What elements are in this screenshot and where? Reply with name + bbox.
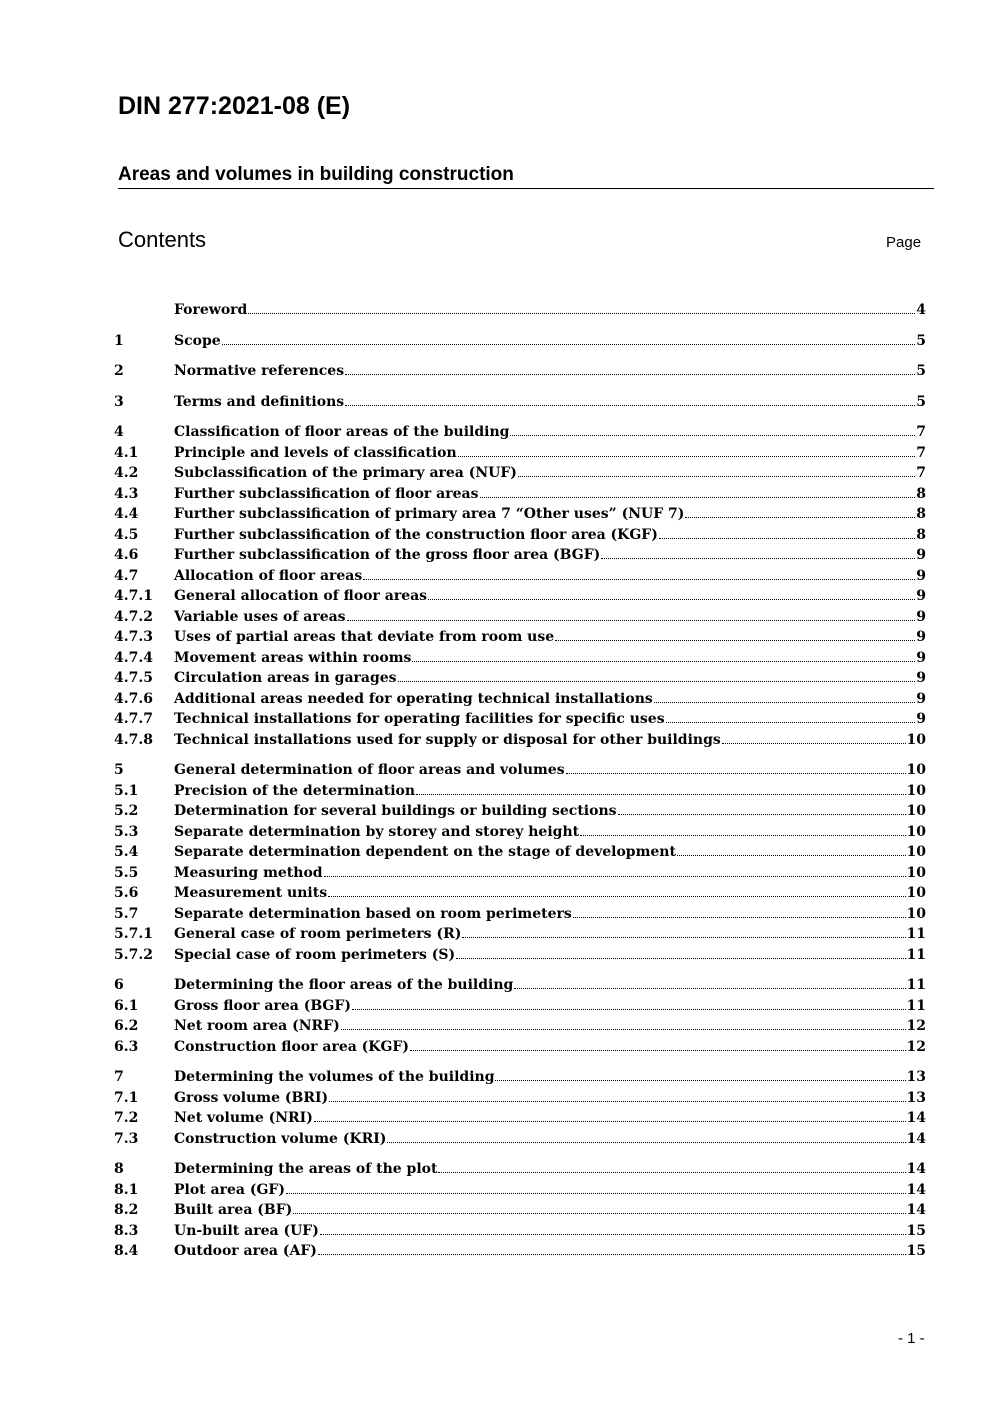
toc-entry-number: 5.5 <box>114 864 139 881</box>
toc-entry[interactable] <box>114 504 926 525</box>
toc-entry-number: 7.3 <box>114 1130 139 1147</box>
toc-entry-number: 6.1 <box>114 997 139 1014</box>
toc-entry-title: General determination of floor areas and volumes <box>174 762 565 778</box>
toc-entry[interactable] <box>114 1129 926 1150</box>
toc-entry-title: Construction floor area (KGF) <box>174 1038 409 1055</box>
toc-entry-number: 2 <box>114 363 124 379</box>
document-title: DIN 277:2021-08 (E) <box>118 92 351 120</box>
toc-entry-page: 14 <box>906 1202 926 1218</box>
toc-entry[interactable] <box>114 566 926 587</box>
toc-entry-page: 5 <box>916 393 926 410</box>
toc-entry-number: 1 <box>114 332 124 349</box>
toc-entry-title: Terms and definitions <box>174 393 345 410</box>
toc-entry-number: 4.6 <box>114 547 139 563</box>
toc-entry[interactable] <box>114 1200 926 1221</box>
toc-entry-title: Further subclassification of primary area 7 “Other uses” (NUF 7) <box>174 506 685 522</box>
toc-dot-leader <box>328 892 905 897</box>
toc-entry-page: 10 <box>906 762 926 778</box>
toc-dot-leader <box>480 493 916 498</box>
toc-entry-title: Special case of room perimeters (S) <box>174 946 456 963</box>
toc-entry-title: Determining the areas of the plot <box>174 1161 438 1177</box>
toc-entry-number: 5 <box>114 762 124 778</box>
toc-entry[interactable] <box>114 525 926 546</box>
toc-dot-leader <box>293 1209 905 1214</box>
toc-dot-leader <box>222 340 916 345</box>
toc-dot-leader <box>618 810 906 815</box>
toc-entry-title: Separate determination dependent on the stage of development <box>174 844 676 860</box>
toc-entry-page: 11 <box>906 997 926 1014</box>
toc-dot-leader <box>580 831 905 836</box>
toc-dot-leader <box>318 1250 906 1255</box>
toc-entry[interactable] <box>114 668 926 689</box>
toc-dot-leader <box>341 1025 906 1030</box>
toc-dot-leader <box>438 1168 905 1173</box>
toc-entry-title: Determining the floor areas of the building <box>174 977 514 993</box>
toc-entry[interactable] <box>114 1037 926 1058</box>
toc-entry-number: 6.3 <box>114 1038 139 1055</box>
toc-entry-page: 10 <box>906 823 926 840</box>
toc-dot-leader <box>428 595 915 600</box>
toc-group <box>114 392 926 413</box>
toc-entry-page: 9 <box>916 567 926 584</box>
toc-entry-page: 7 <box>916 444 926 461</box>
toc-entry-number: 3 <box>114 393 124 410</box>
toc-entry[interactable] <box>114 945 926 966</box>
toc-entry-page: 5 <box>916 332 926 349</box>
toc-group <box>114 1067 926 1149</box>
toc-entry-number: 5.6 <box>114 885 139 901</box>
toc-entry-number: 8.2 <box>114 1202 139 1218</box>
page-number-footer: - 1 - <box>898 1330 925 1347</box>
toc-group <box>114 331 926 352</box>
toc-entry-page: 14 <box>906 1130 926 1147</box>
toc-dot-leader <box>387 1138 905 1143</box>
toc-entry-number: 8.1 <box>114 1181 139 1198</box>
toc-entry-number: 6 <box>114 977 124 993</box>
toc-entry[interactable] <box>114 1241 926 1262</box>
toc-dot-leader <box>555 636 915 641</box>
toc-entry-number: 8 <box>114 1161 124 1177</box>
toc-entry-number: 7 <box>114 1069 124 1085</box>
contents-heading: Contents <box>118 227 207 252</box>
toc-dot-leader <box>518 472 915 477</box>
toc-entry-page: 7 <box>916 465 926 481</box>
toc-entry-page: 7 <box>916 424 926 440</box>
toc-dot-leader <box>659 534 915 539</box>
toc-entry-number: 6.2 <box>114 1018 139 1034</box>
toc-entry-title: Net room area (NRF) <box>174 1018 340 1034</box>
toc-entry-title: Further subclassification of the gross floor area (BGF) <box>174 547 601 563</box>
toc-entry-title: General case of room perimeters (R) <box>174 926 462 942</box>
toc-entry[interactable] <box>114 1016 926 1037</box>
toc-entry-title: Net volume (NRI) <box>174 1110 313 1126</box>
toc-dot-leader <box>458 452 916 457</box>
toc-dot-leader <box>666 718 916 723</box>
toc-dot-leader <box>363 575 915 580</box>
toc-entry[interactable] <box>114 1088 926 1109</box>
toc-entry-title: Separate determination based on room perimeters <box>174 905 572 922</box>
toc-entry[interactable] <box>114 627 926 648</box>
toc-dot-leader <box>329 1097 905 1102</box>
toc-entry[interactable] <box>114 709 926 730</box>
toc-entry-number: 8.3 <box>114 1222 139 1239</box>
toc-entry-page: 12 <box>906 1018 926 1034</box>
table-of-contents <box>114 300 926 1272</box>
toc-entry-number: 5.7.1 <box>114 926 153 942</box>
toc-entry-title: Uses of partial areas that deviate from room use <box>174 629 555 645</box>
toc-entry-page: 14 <box>906 1181 926 1198</box>
toc-entry[interactable] <box>114 822 926 843</box>
toc-entry-page: 10 <box>906 782 926 799</box>
toc-dot-leader <box>248 309 915 314</box>
toc-entry-title: Outdoor area (AF) <box>174 1243 317 1259</box>
toc-entry[interactable] <box>114 975 926 996</box>
toc-entry-title: Plot area (GF) <box>174 1181 285 1198</box>
toc-entry-title: Circulation areas in garages <box>174 670 397 686</box>
document-subtitle: Areas and volumes in building construction <box>118 163 934 189</box>
toc-entry-number: 4.2 <box>114 465 139 481</box>
toc-group <box>114 361 926 382</box>
toc-entry-title: Variable uses of areas <box>174 608 346 625</box>
toc-entry-number: 4.7 <box>114 567 139 584</box>
toc-entry[interactable] <box>114 996 926 1017</box>
toc-entry-number: 4.7.8 <box>114 731 153 748</box>
toc-entry[interactable] <box>114 607 926 628</box>
toc-entry-number: 7.1 <box>114 1089 139 1106</box>
toc-entry-title: Subclassification of the primary area (NUF) <box>174 465 517 481</box>
toc-entry-page: 10 <box>906 905 926 922</box>
toc-entry-title: Un-built area (UF) <box>174 1222 319 1239</box>
toc-entry[interactable] <box>114 484 926 505</box>
toc-entry-number: 4.7.7 <box>114 711 153 727</box>
toc-group <box>114 975 926 1057</box>
toc-entry-number: 4.7.4 <box>114 649 153 666</box>
toc-entry-number: 5.7 <box>114 905 139 922</box>
toc-dot-leader <box>566 769 906 774</box>
toc-entry[interactable] <box>114 1067 926 1088</box>
toc-entry-page: 11 <box>906 946 926 963</box>
toc-entry-title: Measurement units <box>174 885 328 901</box>
page-column-heading: Page <box>886 234 922 251</box>
toc-entry-number: 5.4 <box>114 844 139 860</box>
toc-entry-title: Foreword <box>174 302 248 318</box>
toc-entry-number: 4.5 <box>114 526 139 543</box>
toc-entry-title: Precision of the determination <box>174 782 416 799</box>
toc-entry-page: 12 <box>906 1038 926 1055</box>
toc-entry-title: Gross volume (BRI) <box>174 1089 329 1106</box>
toc-entry[interactable] <box>114 422 926 443</box>
toc-dot-leader <box>314 1117 906 1122</box>
toc-dot-leader <box>416 790 905 795</box>
toc-entry[interactable] <box>114 545 926 566</box>
toc-dot-leader <box>324 872 906 877</box>
toc-entry-number: 4.7.5 <box>114 670 153 686</box>
toc-entry[interactable] <box>114 331 926 352</box>
toc-entry-title: Normative references <box>174 363 345 379</box>
toc-entry-number: 4.3 <box>114 485 139 502</box>
toc-entry-title: General allocation of floor areas <box>174 588 428 604</box>
toc-entry-number: 5.7.2 <box>114 946 153 963</box>
toc-entry-page: 9 <box>916 608 926 625</box>
toc-entry-title: Movement areas within rooms <box>174 649 412 666</box>
toc-entry-title: Technical installations for operating facilities for specific uses <box>174 711 665 727</box>
toc-dot-leader <box>286 1189 906 1194</box>
toc-entry-page: 10 <box>906 885 926 901</box>
toc-entry-title: Gross floor area (BGF) <box>174 997 351 1014</box>
toc-dot-leader <box>345 401 915 406</box>
toc-dot-leader <box>495 1076 905 1081</box>
toc-group <box>114 300 926 321</box>
toc-entry-number: 4 <box>114 424 124 440</box>
toc-entry[interactable] <box>114 586 926 607</box>
toc-entry[interactable] <box>114 904 926 925</box>
toc-dot-leader <box>510 431 915 436</box>
toc-entry-number: 8.4 <box>114 1243 139 1259</box>
toc-entry-page: 10 <box>906 844 926 860</box>
toc-dot-leader <box>347 616 916 621</box>
toc-dot-leader <box>573 913 906 918</box>
toc-group <box>114 422 926 750</box>
toc-dot-leader <box>410 1046 906 1051</box>
toc-entry-number: 4.7.1 <box>114 588 153 604</box>
toc-entry-number: 5.3 <box>114 823 139 840</box>
toc-entry-number: 4.4 <box>114 506 139 522</box>
toc-dot-leader <box>685 513 915 518</box>
toc-entry-page: 5 <box>916 363 926 379</box>
toc-entry-title: Built area (BF) <box>174 1202 293 1218</box>
toc-entry-page: 9 <box>916 629 926 645</box>
toc-entry[interactable] <box>114 760 926 781</box>
toc-entry-page: 8 <box>916 485 926 502</box>
toc-entry-page: 4 <box>916 302 926 318</box>
toc-dot-leader <box>456 954 905 959</box>
toc-entry-page: 15 <box>906 1222 926 1239</box>
toc-dot-leader <box>412 657 915 662</box>
toc-dot-leader <box>345 370 915 375</box>
toc-entry-page: 9 <box>916 547 926 563</box>
toc-dot-leader <box>352 1005 906 1010</box>
toc-entry[interactable] <box>114 392 926 413</box>
toc-entry-page: 13 <box>906 1089 926 1106</box>
toc-entry[interactable] <box>114 781 926 802</box>
toc-entry[interactable] <box>114 924 926 945</box>
toc-entry-page: 11 <box>906 977 926 993</box>
toc-entry[interactable] <box>114 689 926 710</box>
toc-dot-leader <box>677 851 906 856</box>
toc-entry[interactable] <box>114 863 926 884</box>
toc-entry[interactable] <box>114 1108 926 1129</box>
toc-entry[interactable] <box>114 443 926 464</box>
toc-entry-page: 8 <box>916 506 926 522</box>
toc-entry-page: 9 <box>916 670 926 686</box>
toc-entry-page: 10 <box>906 731 926 748</box>
toc-entry-page: 10 <box>906 864 926 881</box>
toc-entry-title: Further subclassification of the construction floor area (KGF) <box>174 526 658 543</box>
toc-entry[interactable] <box>114 648 926 669</box>
toc-dot-leader <box>320 1230 906 1235</box>
toc-entry-title: Construction volume (KRI) <box>174 1130 387 1147</box>
toc-entry-title: Scope <box>174 332 221 349</box>
toc-entry-page: 9 <box>916 649 926 666</box>
toc-entry-page: 9 <box>916 711 926 727</box>
toc-entry-title: Additional areas needed for operating technical installations <box>174 690 653 707</box>
toc-entry[interactable] <box>114 801 926 822</box>
toc-entry[interactable] <box>114 883 926 904</box>
toc-entry-number: 5.2 <box>114 803 139 819</box>
toc-entry-page: 11 <box>906 926 926 942</box>
toc-entry-number: 4.7.2 <box>114 608 153 625</box>
toc-entry[interactable] <box>114 730 926 751</box>
toc-dot-leader <box>654 698 916 703</box>
toc-entry-title: Classification of floor areas of the building <box>174 424 510 440</box>
toc-entry-number: 4.1 <box>114 444 139 461</box>
toc-entry[interactable] <box>114 1180 926 1201</box>
toc-entry-title: Further subclassification of floor areas <box>174 485 479 502</box>
toc-entry-number: 7.2 <box>114 1110 139 1126</box>
toc-entry-page: 14 <box>906 1161 926 1177</box>
toc-entry-page: 9 <box>916 690 926 707</box>
toc-entry[interactable] <box>114 463 926 484</box>
toc-group <box>114 760 926 965</box>
toc-entry-number: 4.7.3 <box>114 629 153 645</box>
toc-entry-title: Allocation of floor areas <box>174 567 363 584</box>
toc-dot-leader <box>462 933 905 938</box>
toc-entry-title: Separate determination by storey and storey height <box>174 823 580 840</box>
toc-entry[interactable] <box>114 1221 926 1242</box>
toc-dot-leader <box>398 677 916 682</box>
toc-dot-leader <box>722 739 906 744</box>
toc-entry-page: 13 <box>906 1069 926 1085</box>
toc-entry[interactable] <box>114 300 926 321</box>
toc-entry[interactable] <box>114 361 926 382</box>
toc-entry-title: Measuring method <box>174 864 323 881</box>
toc-entry-title: Technical installations used for supply or disposal for other buildings <box>174 731 721 748</box>
toc-entry-page: 8 <box>916 526 926 543</box>
toc-group <box>114 1159 926 1262</box>
toc-entry-page: 15 <box>906 1243 926 1259</box>
toc-entry-page: 9 <box>916 588 926 604</box>
toc-dot-leader <box>601 554 915 559</box>
toc-entry[interactable] <box>114 842 926 863</box>
toc-dot-leader <box>514 984 905 989</box>
toc-entry[interactable] <box>114 1159 926 1180</box>
toc-entry-number: 4.7.6 <box>114 690 153 707</box>
toc-entry-page: 14 <box>906 1110 926 1126</box>
toc-entry-title: Determining the volumes of the building <box>174 1069 495 1085</box>
toc-entry-title: Determination for several buildings or building sections <box>174 803 617 819</box>
toc-entry-number: 5.1 <box>114 782 139 799</box>
toc-entry-title: Principle and levels of classification <box>174 444 457 461</box>
toc-entry-page: 10 <box>906 803 926 819</box>
